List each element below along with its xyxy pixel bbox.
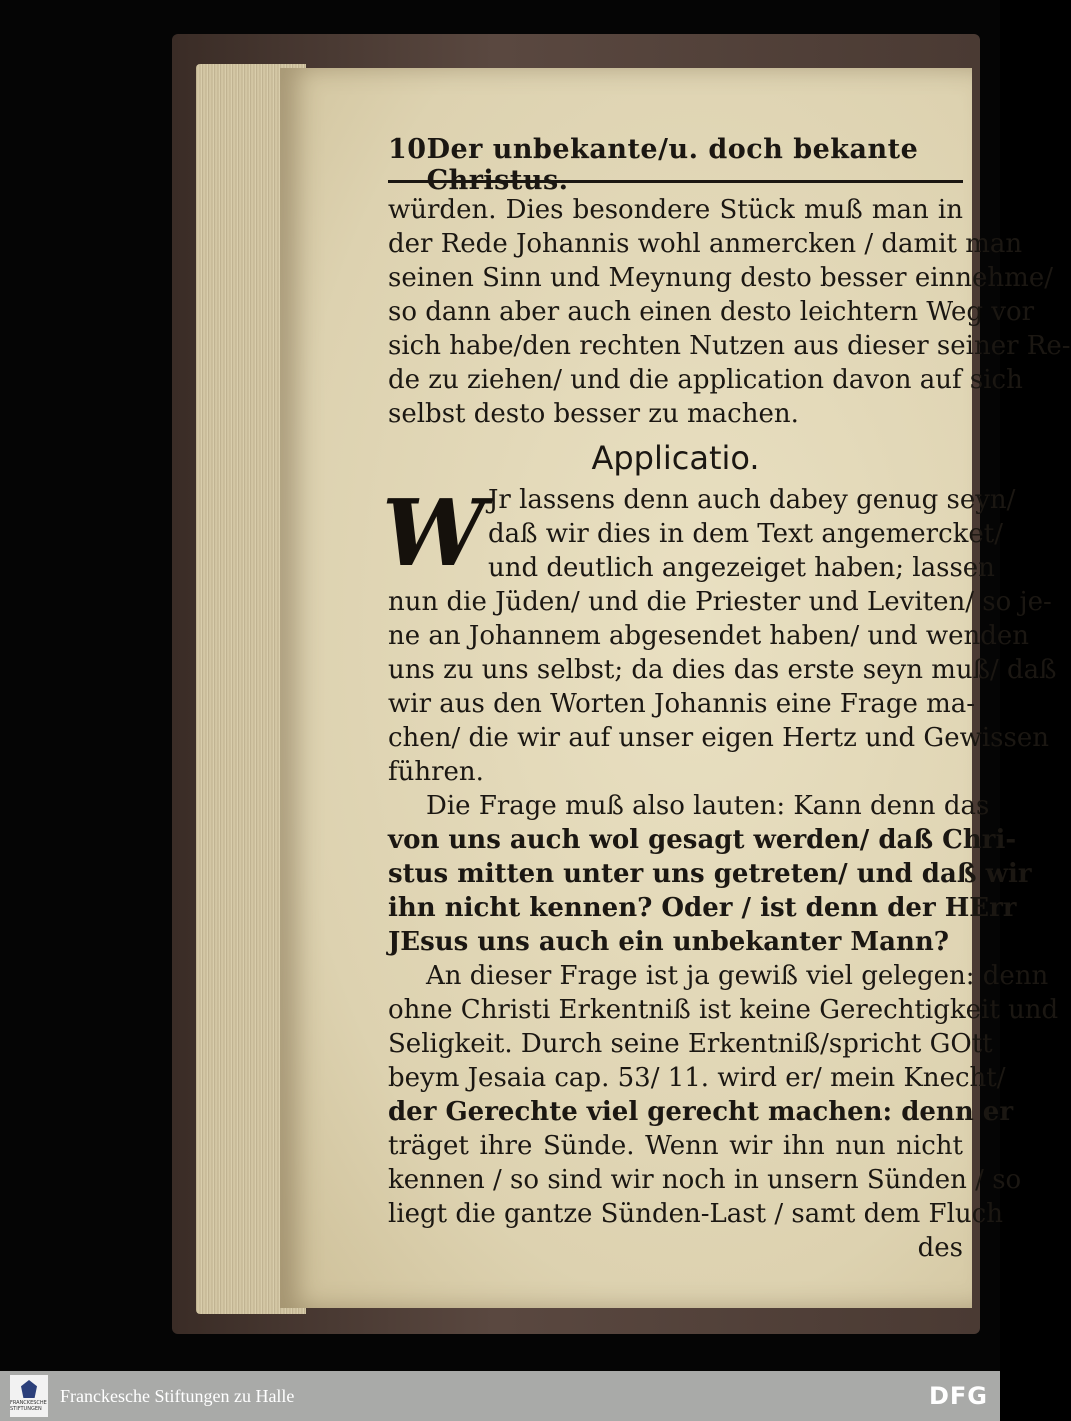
drop-cap: W <box>382 479 486 587</box>
text-line: liegt die gantze Sünden-Last / samt dem Fluch <box>388 1199 1003 1229</box>
page-text <box>382 134 1071 1265</box>
crest-icon <box>21 1380 37 1398</box>
text-line: daß wir dies in dem Text angemercket/ <box>488 519 1004 549</box>
text-line: wir aus den Worten Johannis eine Frage ma- <box>388 689 976 719</box>
viewer-footer <box>0 1371 1000 1421</box>
text-line: seinen Sinn und Meynung desto besser einnehme/ <box>388 263 1053 293</box>
text-line: sich habe/den rechten Nutzen aus dieser seiner Re- <box>388 331 1071 361</box>
logo-caption: FRANCKESCHE STIFTUNGEN <box>10 1400 47 1412</box>
text-line: träget ihre Sünde. Wenn wir ihn nun nicht <box>388 1131 963 1161</box>
text-line: und deutlich angezeiget haben; lassen <box>488 553 995 583</box>
paragraph-4 <box>388 959 1059 1231</box>
text-line: von uns auch wol gesagt werden/ daß Chri- <box>388 825 1017 855</box>
text-line: uns zu uns selbst; da dies das erste seyn muß/ daß <box>388 655 1057 685</box>
text-line: der Rede Johannis wohl anmercken / damit man <box>388 229 1023 259</box>
text-line: ihn nicht kennen? Oder / ist denn der HErr <box>388 893 1017 923</box>
section-heading: Applicatio. <box>591 439 760 477</box>
text-line: selbst desto besser zu machen. <box>388 399 799 429</box>
paragraph-2 <box>382 479 1057 789</box>
text-line: kennen / so sind wir noch in unsern Sünden / so <box>388 1165 1022 1195</box>
text-line: führen. <box>388 757 484 787</box>
text-line: ohne Christi Erkentniß ist keine Gerechtigkeit und <box>388 995 1059 1025</box>
text-line: de zu ziehen/ und die application davon auf sich <box>388 365 1023 395</box>
text-line: so dann aber auch einen desto leichtern Weg vor <box>388 297 1035 327</box>
text-line: stus mitten unter uns getreten/ und daß wir <box>388 859 1032 889</box>
text-line: der Gerechte viel gerecht machen: denn er <box>388 1097 1014 1127</box>
paragraph-3 <box>388 789 1032 959</box>
paragraph-1 <box>388 193 1071 431</box>
text-line: chen/ die wir auf unser eigen Hertz und Gewissen <box>388 723 1049 753</box>
dfg-logo[interactable]: DFG <box>928 1382 988 1410</box>
text-line: würden. Dies besondere Stück muß man in <box>388 195 963 225</box>
text-line: ne an Johannem abgesendet haben/ und wenden <box>388 621 1030 651</box>
text-line: Die Frage muß also lauten: Kann denn das <box>426 791 990 821</box>
text-line: Seligkeit. Durch seine Erkentniß/spricht GOtt <box>388 1029 993 1059</box>
text-line: beym Jesaia cap. 53/ 11. wird er/ mein Knecht/ <box>388 1063 1006 1093</box>
franckesche-stiftungen-logo[interactable] <box>10 1375 48 1417</box>
text-line: Jr lassens denn auch dabey genug seyn/ <box>488 485 1016 515</box>
catchword: des <box>917 1233 963 1263</box>
text-line: An dieser Frage ist ja gewiß viel gelegen: denn <box>426 961 1049 991</box>
running-title: Der unbekante/u. doch bekante Christus. <box>426 134 919 196</box>
page-number: 10 <box>388 134 427 165</box>
institution-name[interactable]: Franckesche Stiftungen zu Halle <box>60 1385 295 1406</box>
running-head <box>388 134 963 196</box>
text-line: nun die Jüden/ und die Priester und Leviten/ so je- <box>388 587 1052 617</box>
text-line: JEsus uns auch ein unbekanter Mann? <box>388 927 950 957</box>
